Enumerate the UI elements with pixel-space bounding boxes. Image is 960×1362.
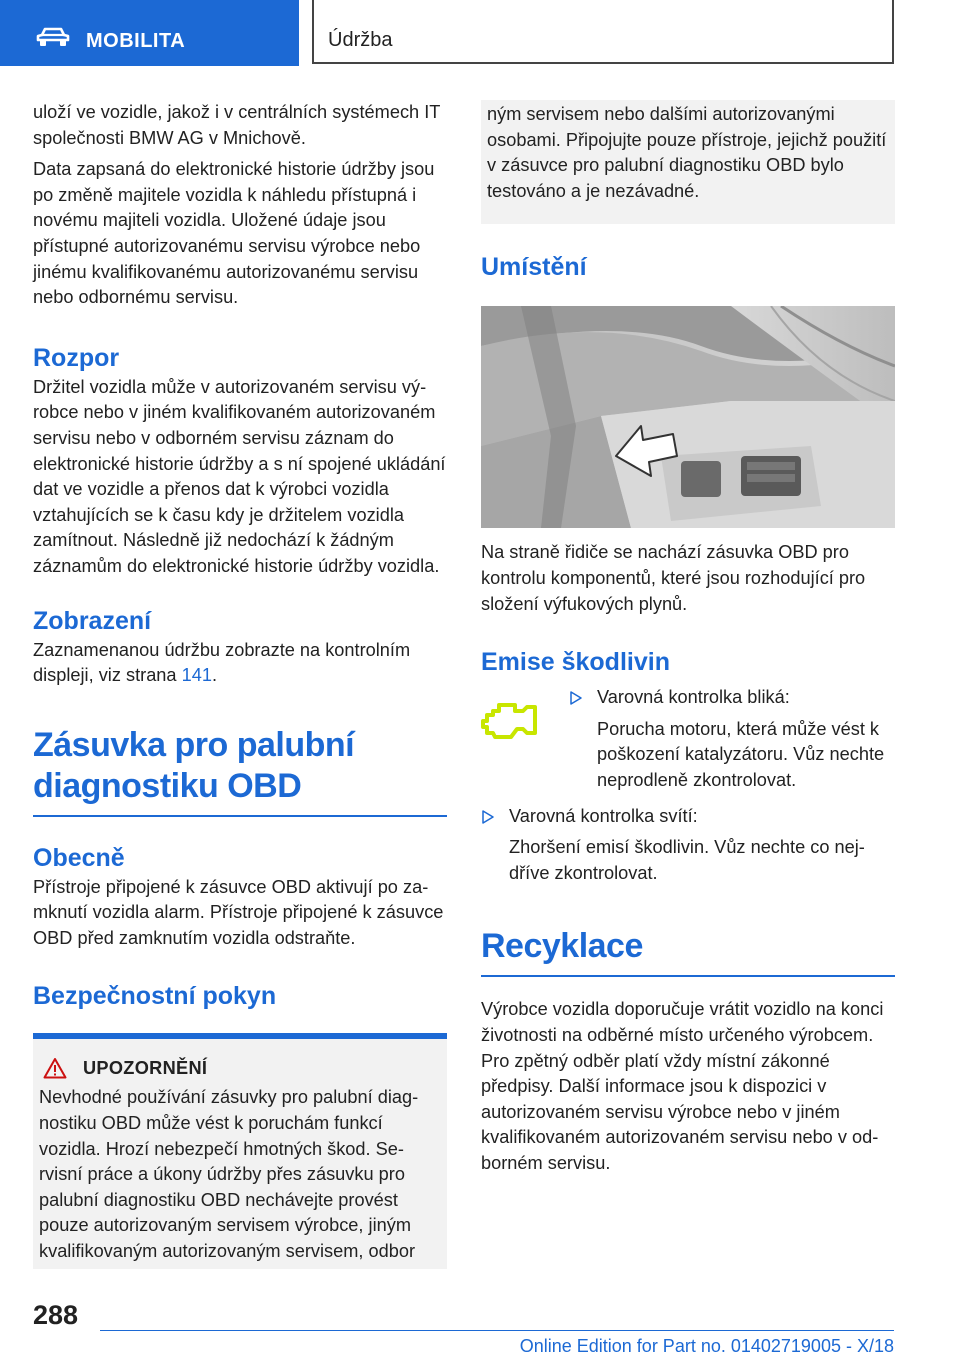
chapter-title: Údržba xyxy=(328,29,393,51)
page-number: 288 xyxy=(33,1300,79,1330)
list-item xyxy=(481,804,895,887)
triangle-bullet-icon xyxy=(569,691,583,705)
section-title xyxy=(33,725,447,807)
page-reference-link[interactable]: 141 xyxy=(181,665,212,686)
left-column xyxy=(33,100,447,1269)
paragraph: Přístroje připojené k zásuvce OBD aktivují po zamknutí vozidla alarm. Přístroje připojené k zásuvce OBD před zamknutím vozidla odstraňte. xyxy=(33,876,444,948)
section-rule xyxy=(481,975,895,977)
warning-header xyxy=(39,1057,441,1079)
edition-note: Online Edition for Part no. 01402719005 - X/18 xyxy=(519,1336,894,1356)
heading-obecne: Obecně xyxy=(33,843,125,872)
section-title-line: Zásuvka pro palubní xyxy=(33,725,355,764)
page-header xyxy=(0,0,960,66)
paragraph: Data zapsaná do elektronické historie údržby jsou po změně majitele vozidla k náhledu přístupná i novému majiteli vozidla. Uložené údaje jsou přístupné autorizovanému servisu výrobce nebo jinému kvalifikovanému autorizovanému servisu nebo odbornému servisu. xyxy=(33,159,435,308)
heading-emise-skodlivin: Emise škodlivin xyxy=(481,648,670,677)
list-item-text: Zhoršení emisí škodlivin. Vůz nechte co nejdříve zkontrolovat. xyxy=(509,837,865,883)
warning-box xyxy=(33,1033,447,1268)
warning-box-continued xyxy=(481,100,895,224)
section-title-recyklace: Recyklace xyxy=(481,927,643,966)
warning-label: UPOZORNĚNÍ xyxy=(83,1057,208,1078)
list-item-title: Varovná kontrolka svítí: xyxy=(509,805,698,826)
obd-location-illustration-graphic xyxy=(481,306,895,528)
heading-umisteni: Umístění xyxy=(481,253,587,282)
obd-location-illustration xyxy=(481,306,895,528)
section-title-line: diagnostiku OBD xyxy=(33,766,302,805)
list-item xyxy=(569,685,895,793)
paragraph xyxy=(33,638,447,689)
heading-rozpor: Rozpor xyxy=(33,343,120,372)
warning-text: ným servisem nebo dalšími autorizovanými osobami. Připojujte pouze přístroje, jejichž použití v zásuvce pro palubní diagnostiku OBD bylo testováno a je nezávadné. xyxy=(487,104,887,201)
paragraph-text: . xyxy=(211,665,218,686)
right-column xyxy=(481,100,895,1176)
paragraph: Na straně řidiče se nachází zásuvka OBD pro kontrolu komponentů, které jsou rozhodující pro složení výfukových plynů. xyxy=(481,542,866,614)
heading-zobrazeni: Zobrazení xyxy=(33,606,152,635)
section-tab-label: MOBILITA xyxy=(86,30,186,52)
section-rule xyxy=(33,815,447,817)
emissions-list-items xyxy=(569,685,895,793)
warning-triangle-icon xyxy=(43,1057,67,1079)
list-item-text: Porucha motoru, která může vést k poškození katalyzátoru. Vůz nechte neprodleně zkontrolovat. xyxy=(597,718,885,790)
paragraph-text: Zaznamenanou údržbu zobrazte na kontrolním displeji, viz strana xyxy=(33,639,411,686)
emissions-list xyxy=(481,685,895,793)
car-icon xyxy=(36,26,70,48)
chapter-title-box xyxy=(312,0,894,64)
paragraph: Držitel vozidla může v autorizovaném servisu výrobce nebo v jiném kvalifikovaném autorizovaném servisu nebo v odborném servisu záznam do elektronické historie údržby a s ní spojené ukládání dat ve vozidle a přenos dat k výrobci vozidla vztahujících se k času kdy je držitelem vozidla zamítnout. Následně již nedochází k žádným záznamům do elektronické historie údržby vozidla. xyxy=(33,376,446,576)
paragraph: uloží ve vozidle, jakož i v centrálních systémech IT společnosti BMW AG v Mnichově. xyxy=(33,102,441,148)
triangle-bullet-icon xyxy=(481,810,495,824)
paragraph: Výrobce vozidla doporučuje vrátit vozidlo na konci životnosti na odběrné místo určeného výrobcem. Pro zpětný odběr platí vždy místní zákonné předpisy. Další informace jsou k dispozici v autorizovaném servisu výrobce nebo v jiném kvalifikovaném autorizovaném servisu nebo v odborném servisu. xyxy=(481,999,884,1173)
warning-text: Nevhodné používání zásuvky pro palubní diagnostiku OBD může vést k poruchám funkcí vozidla. Hrozí nebezpečí hmotných škod. Servisní práce a úkony údržby přes zásuvku pro palubní diagnostiku OBD nechávejte provést pouze autorizovaným servisem výrobce, jiným kvalifikovaným autorizovaným servisem, odbor xyxy=(39,1087,419,1262)
list-item-title: Varovná kontrolka bliká: xyxy=(597,687,790,708)
heading-bezpecnostni-pokyn: Bezpečnostní pokyn xyxy=(33,982,277,1011)
footer-rule xyxy=(100,1330,894,1331)
check-engine-icon xyxy=(481,699,541,743)
section-tab xyxy=(0,0,299,66)
